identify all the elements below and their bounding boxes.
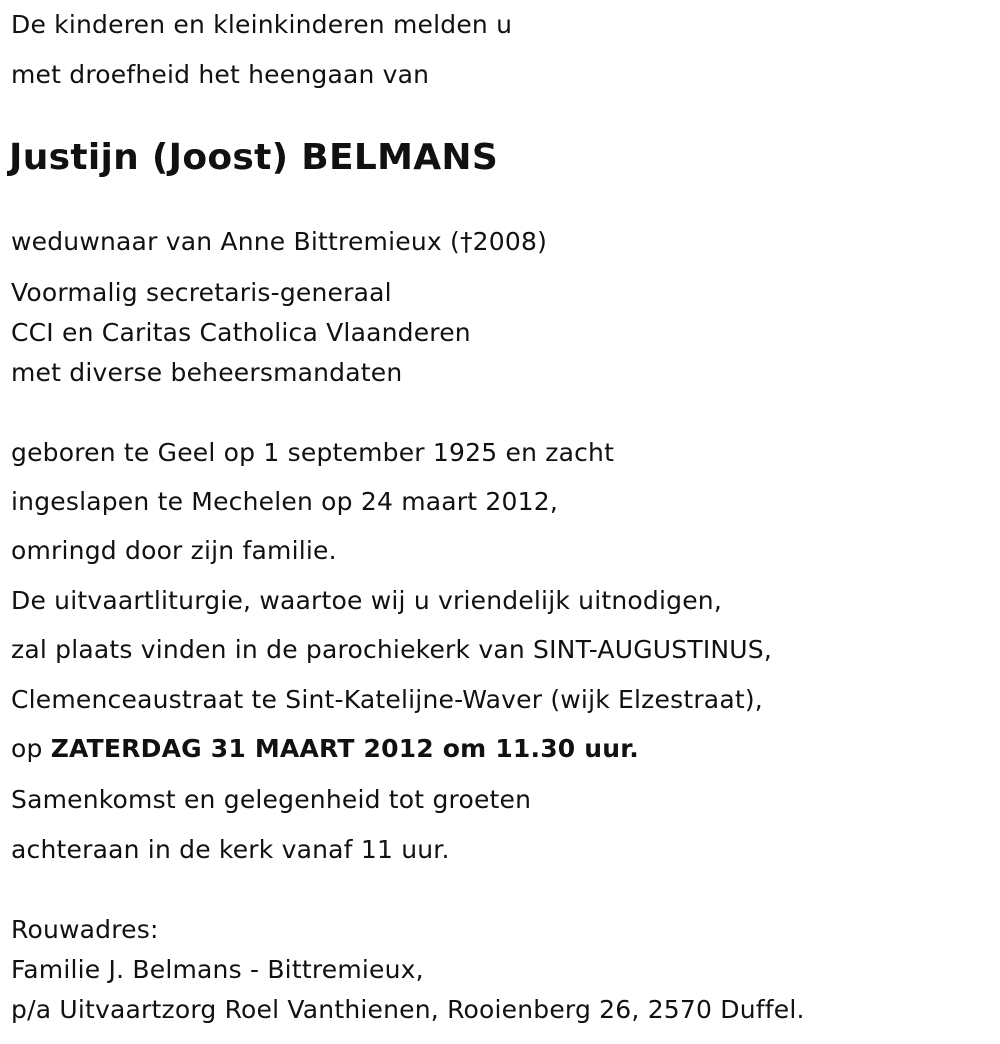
- role-line-2: CCI en Caritas Catholica Vlaanderen: [11, 318, 471, 347]
- address-line-2: p/a Uitvaartzorg Roel Vanthienen, Rooienberg 26, 2570 Duffel.: [11, 995, 805, 1024]
- announcement-line-5: zal plaats vinden in de parochiekerk van SINT-AUGUSTINUS,: [11, 635, 773, 664]
- announcement-line-1: geboren te Geel op 1 september 1925 en zacht: [11, 438, 615, 467]
- date-prefix: op: [11, 734, 51, 763]
- widower-suffix: 2008): [472, 227, 548, 256]
- announcement-line-6: Clemenceaustraat te Sint-Katelijne-Waver (wijk Elzestraat),: [11, 685, 763, 714]
- address-line-1: Familie J. Belmans - Bittremieux,: [11, 955, 424, 984]
- intro-line-1: De kinderen en kleinkinderen melden u: [11, 10, 513, 39]
- cross-icon: †: [459, 227, 473, 256]
- announcement-line-7: [11, 734, 639, 764]
- address-label: Rouwadres:: [11, 915, 159, 944]
- announcement-line-8: Samenkomst en gelegenheid tot groeten: [11, 785, 532, 814]
- deceased-name: Justijn (Joost) BELMANS: [9, 137, 499, 178]
- widower-line: [11, 227, 547, 257]
- announcement-line-9: achteraan in de kerk vanaf 11 uur.: [11, 835, 450, 864]
- funeral-date: ZATERDAG 31 MAART 2012 om 11.30 uur.: [50, 734, 639, 763]
- role-line-3: met diverse beheersmandaten: [11, 358, 403, 387]
- announcement-line-2: ingeslapen te Mechelen op 24 maart 2012,: [11, 487, 559, 516]
- announcement-line-4: De uitvaartliturgie, waartoe wij u vriendelijk uitnodigen,: [11, 586, 722, 615]
- role-line-1: Voormalig secretaris-generaal: [11, 278, 392, 307]
- announcement-line-3: omringd door zijn familie.: [11, 536, 337, 565]
- widower-prefix: weduwnaar van Anne Bittremieux (: [11, 227, 460, 256]
- intro-line-2: met droefheid het heengaan van: [11, 60, 430, 89]
